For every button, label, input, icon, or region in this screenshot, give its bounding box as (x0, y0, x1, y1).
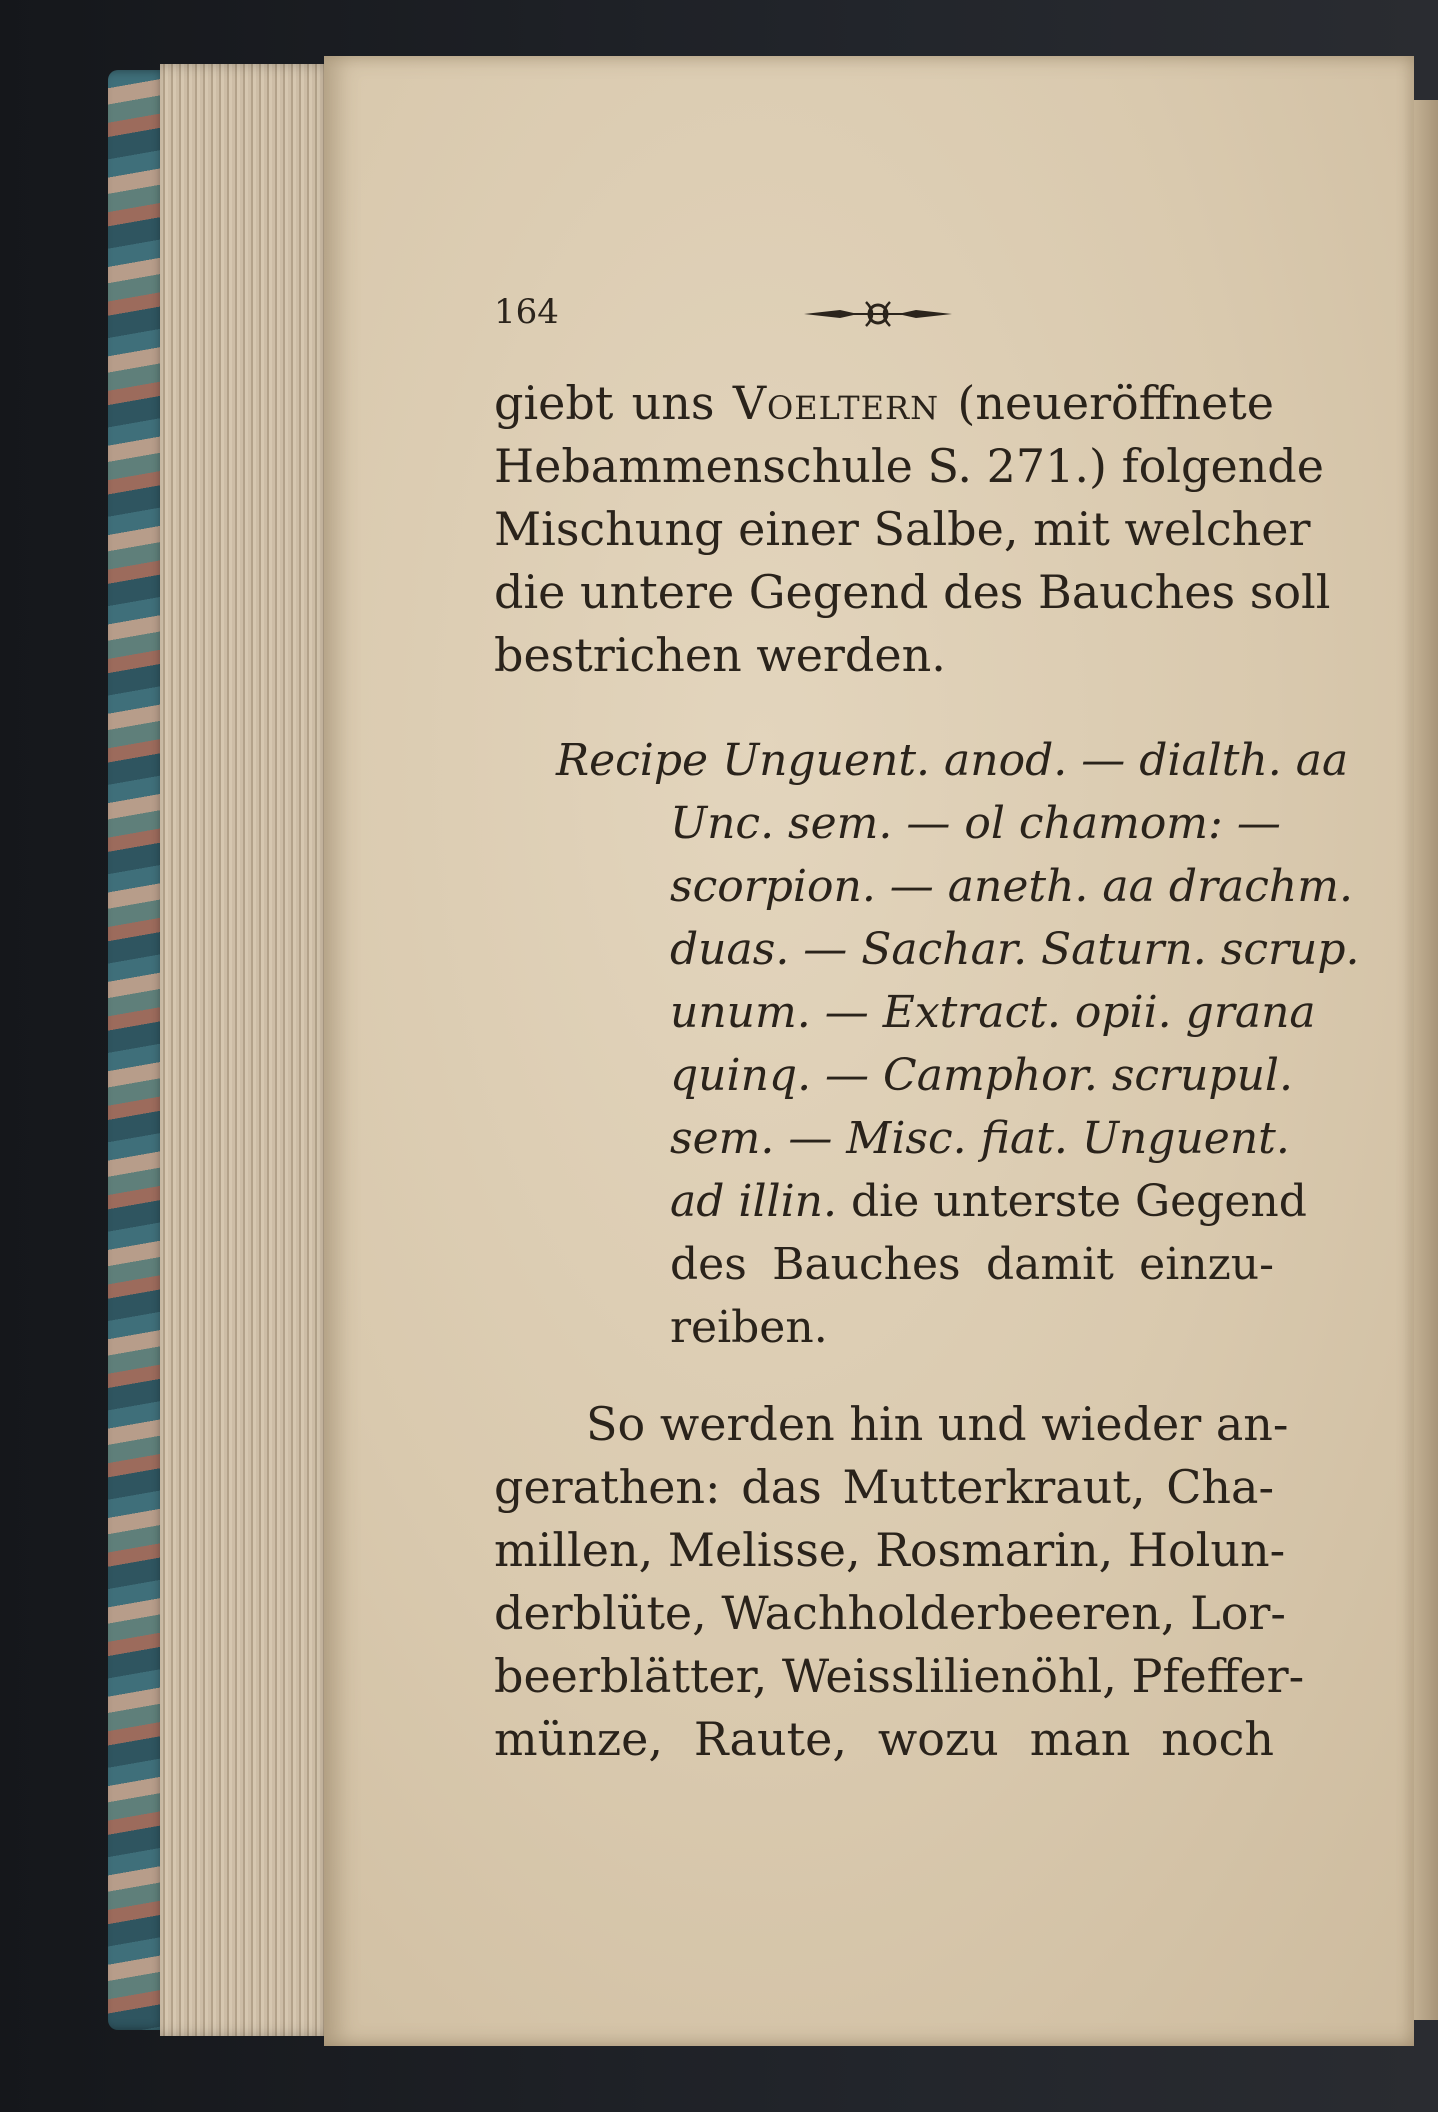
recipe-line: Recipe Unguent. anod. — dialth. aa (556, 735, 1349, 786)
facing-page-edge (1412, 100, 1438, 2020)
recipe-block (494, 729, 1360, 1359)
page-header (494, 292, 1274, 340)
recipe-line: quinq. — Camphor. scrupul. (670, 1050, 1293, 1101)
recipe-line: scorpion. — aneth. aa drachm. (670, 861, 1353, 912)
text-line: bestrichen werden. (494, 628, 946, 682)
text-line: gerathen: das Mutterkraut, Cha- (494, 1460, 1274, 1514)
text-line: Hebammenschule S. 271.) folgende (494, 439, 1324, 493)
text-line: Mischung einer Salbe, mit welcher (494, 502, 1311, 556)
recipe-line: Unc. sem. — ol chamom: — (670, 798, 1281, 849)
text-segment: (neueröffnete (957, 376, 1274, 430)
paragraph-2 (494, 1393, 1305, 1771)
text-segment: ad illin. (670, 1176, 837, 1227)
text-line: derblüte, Wachholderbeeren, Lor- (494, 1586, 1286, 1640)
page-stack-edges (160, 64, 335, 2036)
recipe-line: duas. — Sachar. Saturn. scrup. (670, 924, 1360, 975)
text-line: die untere Gegend des Bauches soll (494, 565, 1331, 619)
marbled-cover-edge (108, 70, 168, 2030)
recipe-line: unum. — Extract. opii. grana (670, 987, 1316, 1038)
recipe-line: sem. — Misc. fiat. Unguent. (670, 1113, 1290, 1164)
text-segment: giebt uns (494, 376, 715, 430)
ornament-icon (800, 296, 956, 332)
recipe-line (670, 1170, 1307, 1233)
recipe-line: des Bauches damit einzu- (670, 1239, 1274, 1290)
recipe-line: reiben. (670, 1302, 828, 1353)
page-number: 164 (494, 292, 559, 332)
text-segment: die unterste Gegend (851, 1176, 1307, 1227)
text-line (494, 372, 1274, 435)
text-line: münze, Raute, wozu man noch (494, 1712, 1274, 1766)
paragraph-1 (494, 372, 1331, 687)
text-line: So werden hin und wieder an- (586, 1397, 1289, 1451)
author-name: Voeltern (732, 376, 940, 430)
text-line: beerblätter, Weisslilienöhl, Pfeffer- (494, 1649, 1305, 1703)
text-line: millen, Melisse, Rosmarin, Holun- (494, 1523, 1286, 1577)
page-text (494, 372, 1360, 1771)
